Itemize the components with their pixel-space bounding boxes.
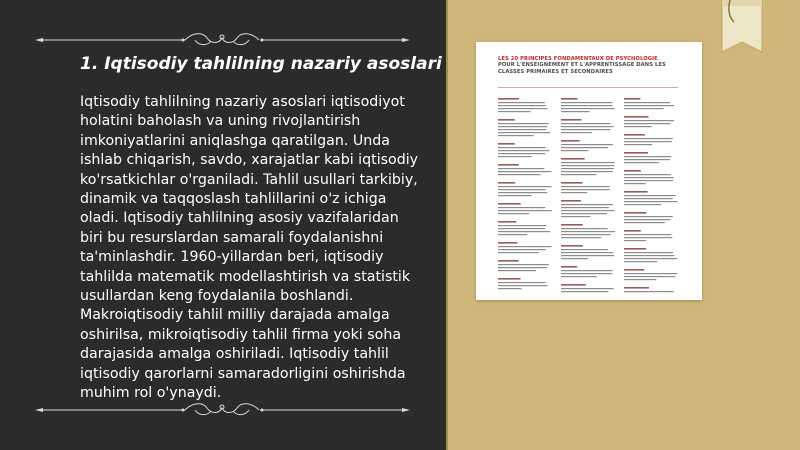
document-text-line (624, 276, 675, 277)
document-text-line (561, 189, 610, 190)
document-text-line (624, 222, 665, 223)
document-text-line (624, 120, 674, 121)
bookmark-icon (720, 0, 764, 58)
document-text-line (561, 171, 613, 172)
document-text-line (561, 255, 614, 256)
document-text-line (561, 168, 614, 169)
document-text-line (561, 228, 608, 229)
document-block-heading (624, 248, 646, 250)
document-text-line (624, 261, 657, 262)
document-text-line (498, 171, 552, 172)
document-text-line (561, 291, 608, 292)
document-text-line (624, 144, 652, 145)
document-text-line (498, 246, 551, 247)
document-text-line (561, 216, 590, 217)
document-text-line (498, 123, 549, 124)
document-text-line (561, 192, 587, 193)
document-text-line (498, 264, 549, 265)
document-text-line (498, 249, 546, 250)
document-heading (498, 56, 678, 75)
document-text-line (498, 108, 547, 109)
document-text-line (624, 252, 673, 253)
document-block-heading (561, 158, 585, 160)
document-block-heading (624, 116, 648, 118)
document-text-line (624, 180, 673, 181)
document-text-line (561, 273, 613, 274)
document-text-line (624, 255, 674, 256)
document-block-heading (498, 203, 521, 205)
document-text-line (624, 138, 673, 139)
document-text-line (561, 258, 588, 259)
document-text-line (561, 174, 596, 175)
document-text-line (561, 288, 614, 289)
document-block-heading (561, 245, 583, 247)
document-text-line (624, 126, 652, 127)
document-text-line (498, 105, 546, 106)
document-text-line (624, 156, 671, 157)
document-text-line (561, 108, 615, 109)
document-text-line (624, 258, 677, 259)
document-block-heading (498, 221, 516, 223)
document-heading-line1: LES 20 PRINCIPES FONDAMENTAUX DE PSYCHOLOGIE (498, 56, 658, 62)
document-text-line (624, 237, 672, 238)
document-text-line (624, 279, 656, 280)
document-text-line (498, 285, 548, 286)
document-heading-rule (498, 87, 678, 88)
document-text-line (561, 102, 612, 103)
document-text-line (498, 234, 527, 235)
document-text-line (624, 183, 646, 184)
document-block-heading (561, 284, 586, 286)
document-text-line (624, 102, 670, 103)
document-text-line (561, 231, 615, 232)
slide-title: 1. Iqtisodiy tahlilning nazariy asoslari (80, 54, 442, 74)
document-text-line (498, 189, 545, 190)
document-text-line (498, 132, 550, 133)
document-text-line (498, 192, 547, 193)
document-text-line (624, 204, 661, 205)
document-block-heading (624, 191, 648, 193)
document-text-line (561, 123, 610, 124)
document-block-heading (561, 98, 577, 100)
document-text-line (561, 186, 610, 187)
document-text-line (498, 135, 534, 136)
document-text-line (561, 210, 615, 211)
document-text-columns (498, 98, 682, 294)
document-image (476, 42, 702, 300)
document-block-heading (498, 119, 515, 121)
document-text-line (498, 213, 529, 214)
document-text-line (561, 234, 611, 235)
document-text-line (498, 282, 546, 283)
slide-body-paragraph: Iqtisodiy tahlilning nazariy asoslari iqtisodiyot holatini baholash va uning rivojlantirish imkoniyatlarini aniqlashga qaratilgan. Unda ishlab chiqarish, savdo, xarajatlar kabi iqtisodiy ko'rsatkichlar o'rganiladi. Tahlil usullari tarkibiy, dinamik va taqqoslash tahlillarini o'z ichiga oladi. Iqtisodiy tahlilning asosiy vazifalaridan biri bu resurslardan samarali foydalanishni ta'minlashdir. 1960-yillardan beri, iqtisodiy tahlilda matematik modellashtirish va statistik usullardan keng foydalanila boshlandi. Makroiqtisodiy tahlil milliy darajada amalga oshirilsa, mikroiqtisodiy tahlil firma yoki soha darajasida amalga oshiriladi. Iqtisodiy tahlil iqtisodiy qarorlarni samaradorligini oshirishda muhim rol o'ynaydi. (80, 94, 419, 402)
document-text-line (561, 276, 597, 277)
document-block-heading (498, 182, 515, 184)
document-text-line (561, 129, 611, 130)
document-text-line (624, 273, 677, 274)
document-text-line (561, 150, 588, 151)
document-block-heading (561, 200, 581, 202)
document-text-line (498, 186, 552, 187)
document-text-line (561, 165, 614, 166)
top-ornament-divider (35, 30, 410, 50)
document-block-heading (498, 143, 515, 145)
document-text-line (561, 147, 608, 148)
document-text-line (624, 198, 673, 199)
document-block-heading (624, 98, 640, 100)
document-block-heading (498, 242, 518, 244)
document-text-line (561, 207, 609, 208)
document-block-heading (624, 134, 645, 136)
document-text-line (561, 126, 614, 127)
document-text-line (624, 123, 670, 124)
document-text-line (561, 144, 613, 145)
document-text-line (498, 210, 552, 211)
document-text-line (561, 249, 608, 250)
document-text-line (498, 102, 545, 103)
document-text-line (624, 159, 670, 160)
document-text-line (624, 240, 646, 241)
document-text-line (624, 201, 677, 202)
document-block-heading (498, 278, 521, 280)
document-text-line (561, 270, 613, 271)
document-text-line (498, 174, 541, 175)
document-text-line (561, 162, 615, 163)
document-text-line (498, 228, 545, 229)
document-text-line (624, 105, 674, 106)
document-text-line (498, 168, 544, 169)
document-text-line (561, 213, 607, 214)
document-text-line (498, 207, 545, 208)
document-text-line (624, 291, 674, 292)
document-block-heading (624, 170, 641, 172)
document-heading-line2: POUR L'ENSEIGNEMENT ET L'APPRENTISSAGE DANS LES (498, 62, 666, 69)
document-block-heading (624, 287, 649, 289)
document-text-line (498, 150, 549, 151)
document-block-heading (561, 182, 583, 184)
document-text-line (498, 231, 550, 232)
document-text-line (498, 252, 539, 253)
document-text-line (561, 132, 592, 133)
document-text-line (624, 219, 671, 220)
document-text-line (624, 141, 672, 142)
document-text-line (498, 156, 532, 157)
document-block-heading (624, 269, 644, 271)
document-text-line (624, 195, 676, 196)
document-text-line (498, 129, 546, 130)
document-text-line (624, 108, 664, 109)
document-text-line (624, 162, 659, 163)
document-block-heading (498, 260, 519, 262)
document-text-line (561, 105, 612, 106)
document-text-line (624, 234, 671, 235)
document-block-heading (561, 266, 577, 268)
document-text-line (498, 147, 546, 148)
document-text-line (624, 216, 673, 217)
document-text-line (498, 270, 536, 271)
document-text-line (561, 252, 613, 253)
document-text-line (498, 126, 547, 127)
document-block-heading (624, 212, 646, 214)
document-text-line (498, 111, 531, 112)
document-text-line (498, 288, 522, 289)
document-block-heading (561, 140, 580, 142)
document-block-heading (561, 119, 581, 121)
document-block-heading (498, 164, 519, 166)
document-text-line (498, 195, 531, 196)
document-heading-line3: CLASSES PRIMAIRES ET SECONDAIRES (498, 68, 613, 75)
document-text-line (498, 225, 547, 226)
document-text-line (561, 237, 601, 238)
document-text-line (498, 153, 545, 154)
document-text-line (624, 177, 674, 178)
document-block-heading (498, 98, 519, 100)
document-block-heading (624, 152, 648, 154)
document-block-heading (561, 224, 583, 226)
document-text-line (498, 267, 547, 268)
document-block-heading (624, 230, 641, 232)
document-text-line (561, 111, 590, 112)
document-text-line (561, 204, 613, 205)
panel-divider (446, 0, 448, 450)
document-text-line (624, 174, 671, 175)
